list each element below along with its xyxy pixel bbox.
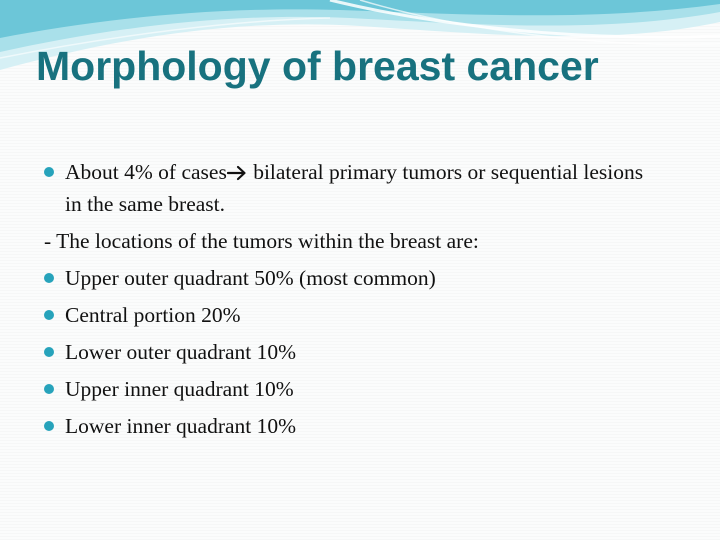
bullet-dot-icon: [44, 273, 54, 283]
bullet-dot-icon: [44, 421, 54, 431]
bullet-text-part: About 4% of cases: [65, 160, 227, 184]
bullet-item-bilateral: [44, 156, 664, 220]
bullet-item-lower-outer: [44, 336, 664, 368]
bullet-text: Lower inner quadrant 10%: [65, 414, 297, 438]
bullet-text: Upper inner quadrant 10%: [65, 377, 294, 401]
slide-body: [44, 156, 664, 447]
bullet-item-upper-inner: [44, 373, 664, 405]
bullet-dot-icon: [44, 310, 54, 320]
arrow-right-icon: [227, 165, 247, 181]
bullet-dot-icon: [44, 167, 54, 177]
bullet-text: Central portion 20%: [65, 303, 241, 327]
bullet-item-central: [44, 299, 664, 331]
bullet-dot-icon: [44, 347, 54, 357]
slide-title: Morphology of breast cancer: [36, 43, 599, 89]
locations-intro-text: - The locations of the tumors within the breast are:: [44, 229, 479, 253]
bullet-text-part: bilateral primary tumors or sequential lesions in the same breast.: [65, 160, 644, 216]
bullet-item-upper-outer: [44, 262, 664, 294]
bullet-text: Lower outer quadrant 10%: [65, 340, 297, 364]
bullet-dot-icon: [44, 384, 54, 394]
bullet-text: Upper outer quadrant 50% (most common): [65, 266, 436, 290]
bullet-item-lower-inner: [44, 410, 664, 442]
